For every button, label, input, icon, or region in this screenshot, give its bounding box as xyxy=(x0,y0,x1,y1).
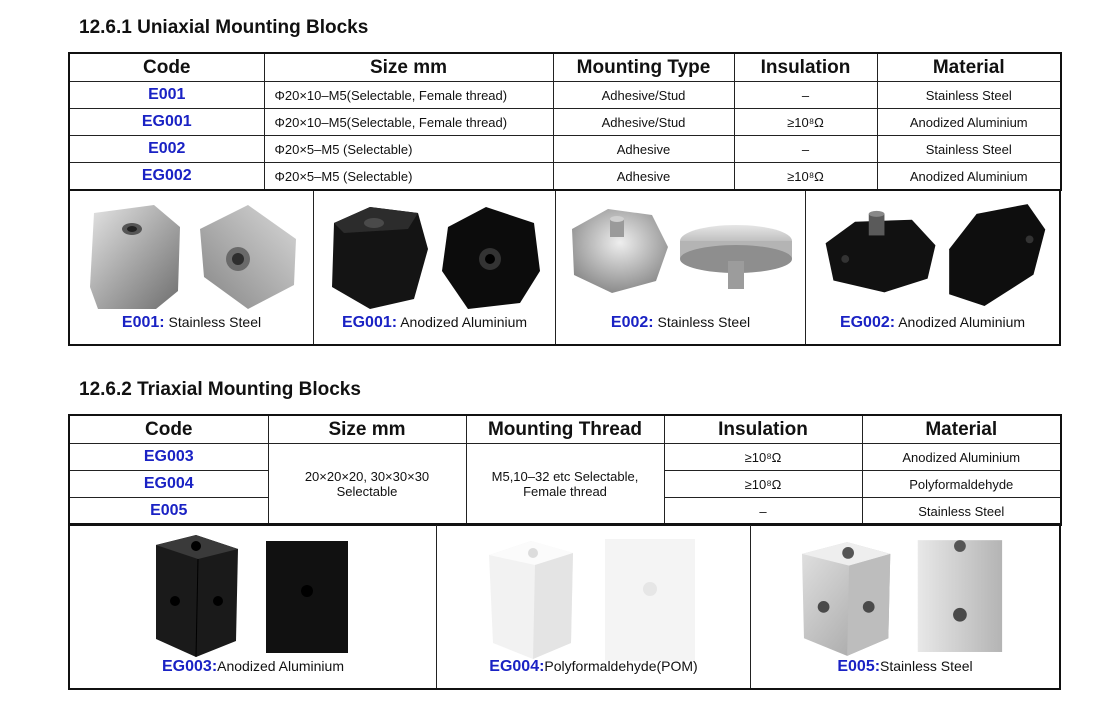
photo-cell-e002 xyxy=(556,191,806,344)
silver-stud-disks-image xyxy=(556,199,805,317)
caption-code: EG001: xyxy=(341,314,398,331)
section-title-triaxial: 12.6.2 Triaxial Mounting Blocks xyxy=(79,379,361,400)
cell-insulation: ≥10⁸Ω xyxy=(664,444,862,471)
uniaxial-spec-table xyxy=(68,52,1062,191)
header-insulation: Insulation xyxy=(734,53,877,82)
photo-caption xyxy=(70,658,436,676)
uniaxial-photo-panel xyxy=(68,189,1061,346)
header-size: Size mm xyxy=(268,415,466,444)
table-header-row xyxy=(69,53,1061,82)
caption-code: E001: xyxy=(121,314,165,331)
size-line-2: Selectable xyxy=(336,484,398,499)
silver-hex-blocks-image xyxy=(70,199,313,317)
table-row xyxy=(69,82,1061,109)
caption-code: E002: xyxy=(610,314,654,331)
header-size: Size mm xyxy=(264,53,553,82)
photo-caption xyxy=(70,314,313,332)
cell-material: Stainless Steel xyxy=(877,136,1061,163)
caption-code: EG002: xyxy=(839,314,896,331)
caption-code: EG003: xyxy=(162,658,218,675)
cell-size: Φ20×10–M5(Selectable, Female thread) xyxy=(264,82,553,109)
cell-insulation: – xyxy=(734,136,877,163)
header-material: Material xyxy=(877,53,1061,82)
cell-mounting: Adhesive/Stud xyxy=(553,82,734,109)
cell-code: EG002 xyxy=(69,163,264,191)
cell-code: E005 xyxy=(69,498,268,526)
caption-label: Stainless Steel xyxy=(653,314,751,330)
white-cubes-image xyxy=(437,531,750,669)
photo-caption xyxy=(556,314,805,332)
table-row xyxy=(69,163,1061,191)
cell-material: Stainless Steel xyxy=(862,498,1061,526)
cell-material: Anodized Aluminium xyxy=(862,444,1061,471)
photo-caption xyxy=(751,658,1059,676)
photo-caption xyxy=(437,658,750,676)
cell-code: EG003 xyxy=(69,444,268,471)
caption-label: Anodized Aluminium xyxy=(217,658,344,674)
photo-cell-eg003 xyxy=(70,525,437,688)
photo-cell-eg002 xyxy=(806,191,1059,344)
black-stud-disks-image xyxy=(806,199,1059,317)
cell-material: Anodized Aluminium xyxy=(877,163,1061,191)
cell-code: EG004 xyxy=(69,471,268,498)
caption-label: Polyformaldehyde(POM) xyxy=(544,658,698,674)
header-mounting-type: Mounting Type xyxy=(553,53,734,82)
caption-label: Stainless Steel xyxy=(880,658,973,674)
caption-code: E005: xyxy=(837,658,881,675)
cell-insulation: ≥10⁸Ω xyxy=(734,163,877,191)
cell-code: E002 xyxy=(69,136,264,163)
cell-mounting: Adhesive xyxy=(553,163,734,191)
photo-cell-eg004 xyxy=(437,525,751,688)
cell-insulation: ≥10⁸Ω xyxy=(664,471,862,498)
header-code: Code xyxy=(69,53,264,82)
table-header-row xyxy=(69,415,1061,444)
caption-label: Anodized Aluminium xyxy=(397,314,528,330)
photo-cell-eg001 xyxy=(314,191,556,344)
cell-insulation: ≥10⁸Ω xyxy=(734,109,877,136)
header-code: Code xyxy=(69,415,268,444)
photo-caption xyxy=(314,314,555,332)
table-row xyxy=(69,136,1061,163)
cell-material: Anodized Aluminium xyxy=(877,109,1061,136)
cell-size: Φ20×5–M5 (Selectable) xyxy=(264,136,553,163)
cell-insulation: – xyxy=(734,82,877,109)
photo-caption xyxy=(806,314,1059,332)
header-material: Material xyxy=(862,415,1061,444)
cell-size: Φ20×10–M5(Selectable, Female thread) xyxy=(264,109,553,136)
black-hex-blocks-image xyxy=(314,199,555,317)
caption-label: Anodized Aluminium xyxy=(895,314,1026,330)
table-row xyxy=(69,109,1061,136)
cell-size-merged xyxy=(268,444,466,526)
cell-code: EG001 xyxy=(69,109,264,136)
cell-material: Stainless Steel xyxy=(877,82,1061,109)
silver-cubes-image xyxy=(751,531,1059,669)
cell-mounting: Adhesive xyxy=(553,136,734,163)
triaxial-spec-table xyxy=(68,414,1062,526)
cell-size: Φ20×5–M5 (Selectable) xyxy=(264,163,553,191)
caption-code: EG004: xyxy=(489,658,545,675)
black-cubes-image xyxy=(70,531,436,669)
triaxial-photo-panel xyxy=(68,523,1061,690)
size-line-1: 20×20×20, 30×30×30 xyxy=(304,469,430,484)
table-row xyxy=(69,444,1061,471)
caption-label: Stainless Steel xyxy=(164,314,262,330)
photo-cell-e001 xyxy=(70,191,314,344)
section-title-uniaxial: 12.6.1 Uniaxial Mounting Blocks xyxy=(79,17,369,38)
cell-material: Polyformaldehyde xyxy=(862,471,1061,498)
cell-mounting: Adhesive/Stud xyxy=(553,109,734,136)
cell-thread-merged xyxy=(466,444,664,526)
photo-cell-e005 xyxy=(751,525,1059,688)
header-mounting-thread: Mounting Thread xyxy=(466,415,664,444)
cell-insulation: – xyxy=(664,498,862,526)
thread-line-2: Female thread xyxy=(523,484,607,499)
header-insulation: Insulation xyxy=(664,415,862,444)
cell-code: E001 xyxy=(69,82,264,109)
thread-line-1: M5,10–32 etc Selectable, xyxy=(491,469,639,484)
